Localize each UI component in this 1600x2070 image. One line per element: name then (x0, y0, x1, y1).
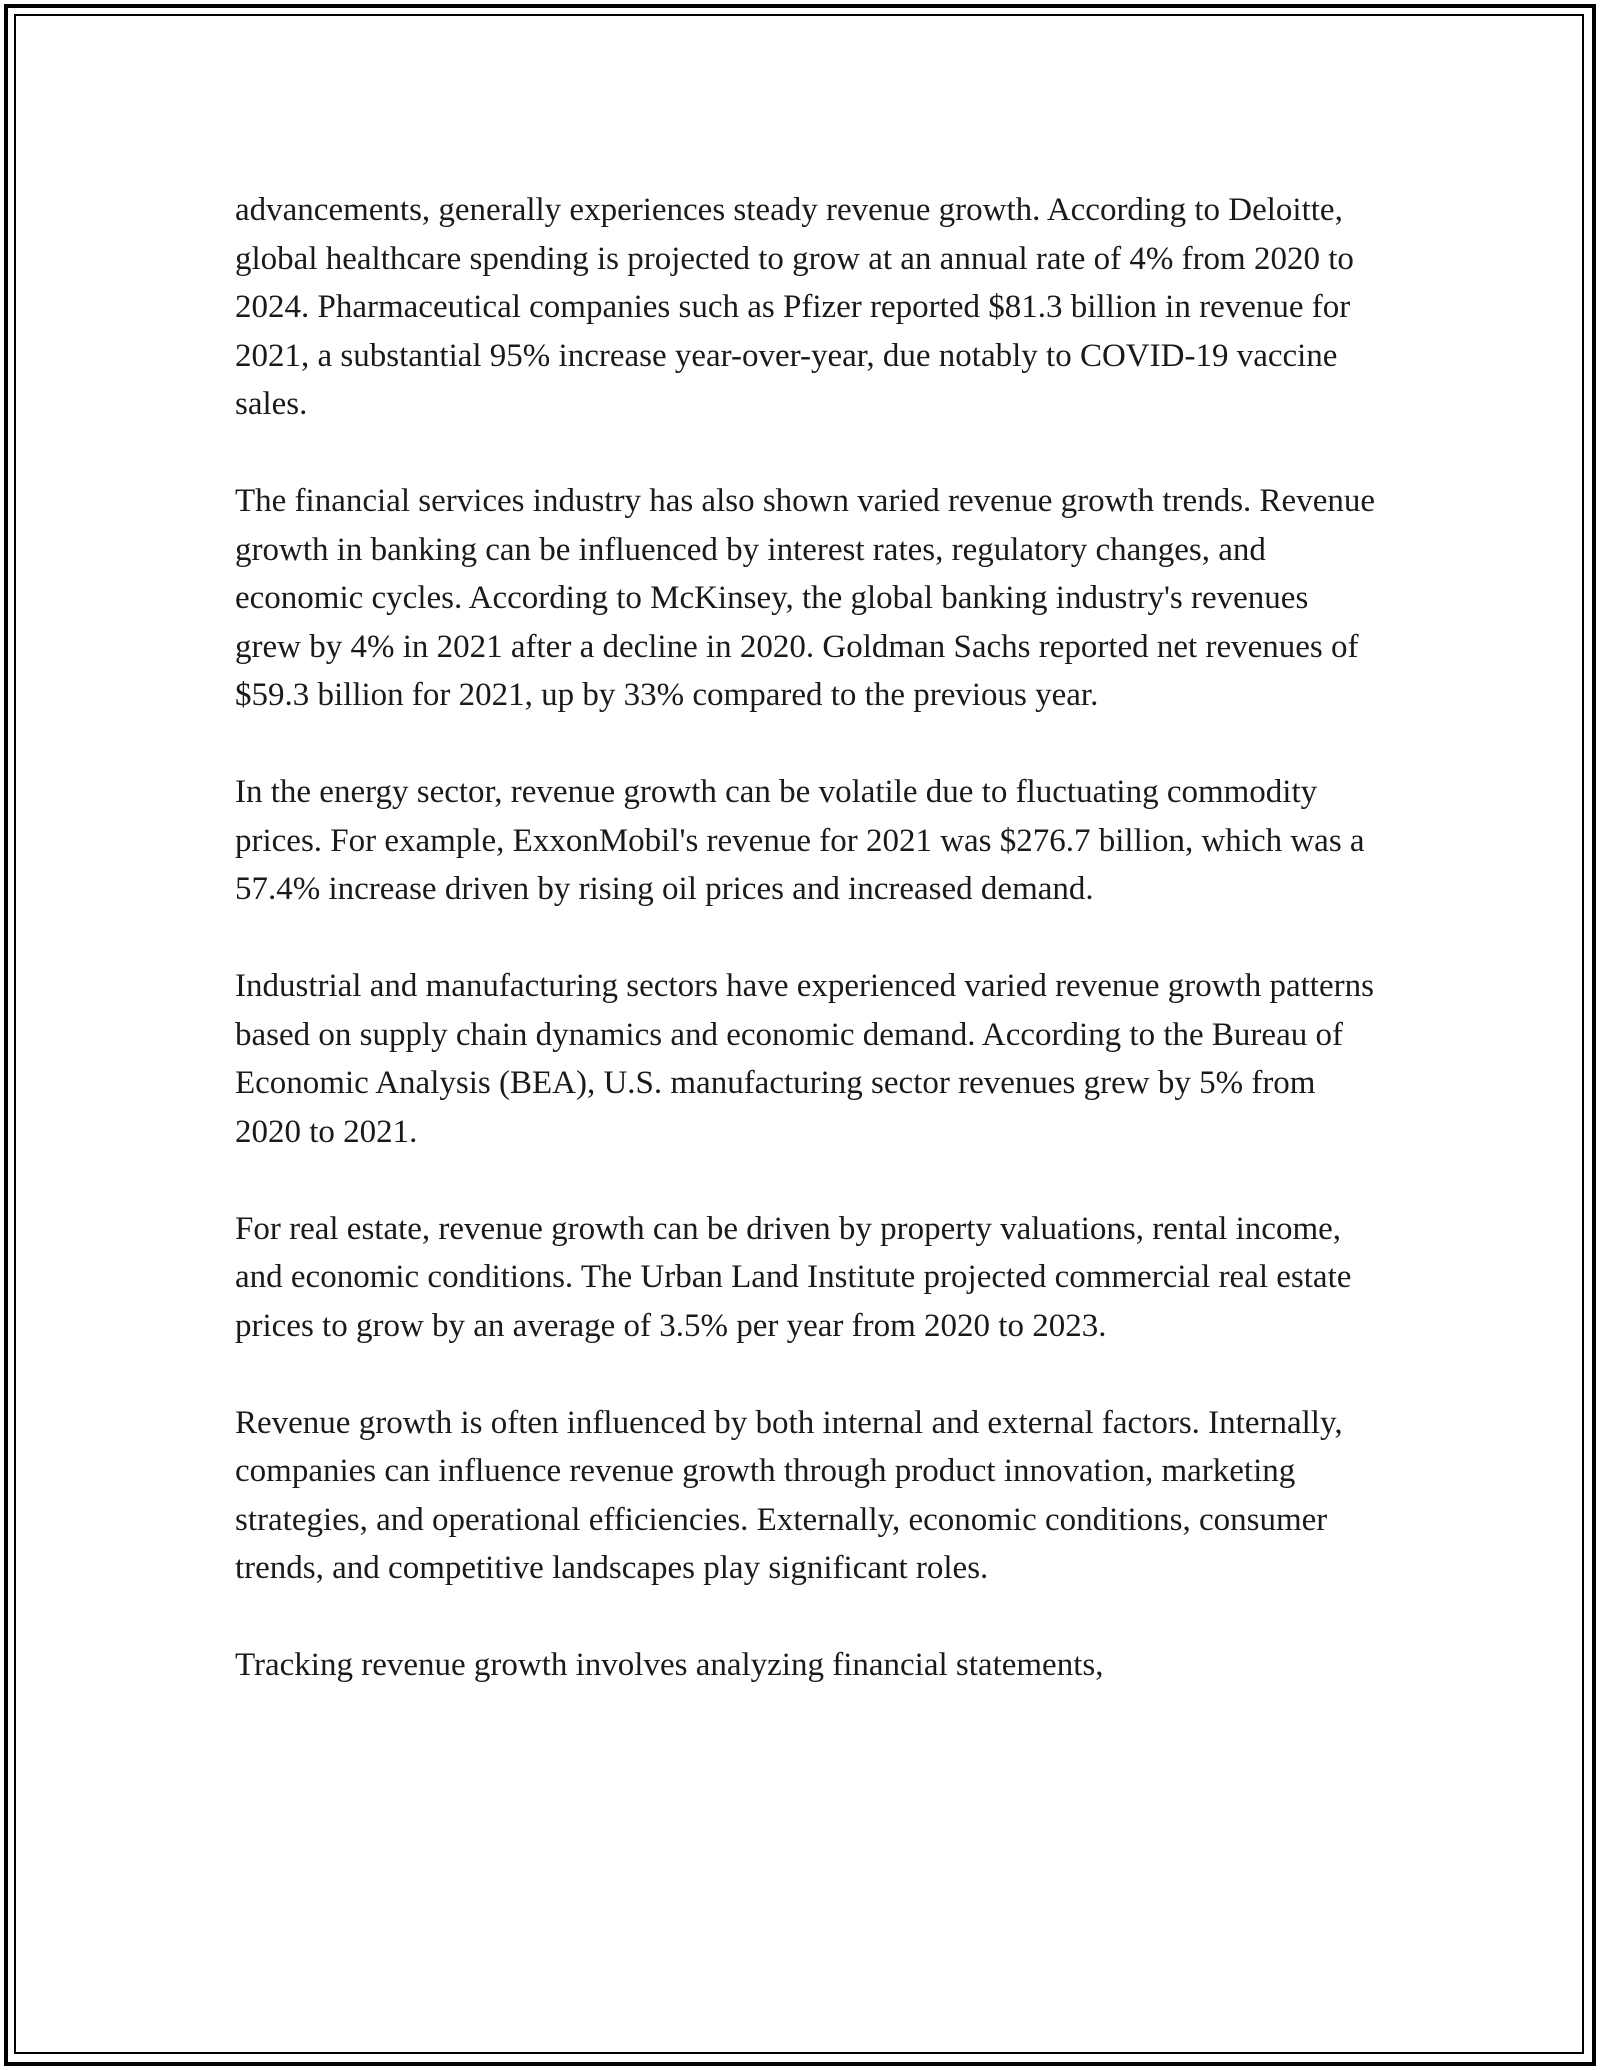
paragraph-real-estate: For real estate, revenue growth can be driven by property valuations, rental income, and economic conditions. The Urban Land Institute projected commercial real estate prices to grow by an average of 3.5% per year from 2020 to 2023. (235, 1210, 1352, 1344)
paragraph-energy: In the energy sector, revenue growth can be volatile due to fluctuating commodity prices. For example, ExxonMobil's revenue for 2021 was $276.7 billion, which was a 57.4% increase driven by rising oil prices and increased demand. (235, 774, 1365, 907)
document-body (235, 186, 1375, 1690)
paragraph-manufacturing: Industrial and manufacturing sectors have experienced varied revenue growth patterns based on supply chain dynamics and economic demand. According to the Bureau of Economic Analysis (BEA), U.S. manufacturing sector revenues grew by 5% from 2020 to 2021. (235, 968, 1374, 1150)
paragraph-growth-factors: Revenue growth is often influenced by both internal and external factors. Internally, companies can influence revenue growth through product innovation, marketing strategies, and operational efficiencies. Externally, economic conditions, consumer trends, and competitive landscapes play significant roles. (235, 1404, 1343, 1586)
paragraph-healthcare: advancements, generally experiences steady revenue growth. According to Deloitte, global healthcare spending is projected to grow at an annual rate of 4% from 2020 to 2024. Pharmaceutical companies such as Pfizer reported $81.3 billion in revenue for 2021, a substantial 95% increase year-over-year, due notably to COVID-19 vaccine sales. (235, 192, 1354, 422)
paragraph-tracking: Tracking revenue growth involves analyzing financial statements, (235, 1647, 1104, 1683)
paragraph-financial-services: The financial services industry has also shown varied revenue growth trends. Revenue growth in banking can be influenced by interest rates, regulatory changes, and economic cycles. According to McKinsey, the global banking industry's revenues grew by 4% in 2021 after a decline in 2020. Goldman Sachs reported net revenues of $59.3 billion for 2021, up by 33% compared to the previous year. (235, 483, 1375, 713)
